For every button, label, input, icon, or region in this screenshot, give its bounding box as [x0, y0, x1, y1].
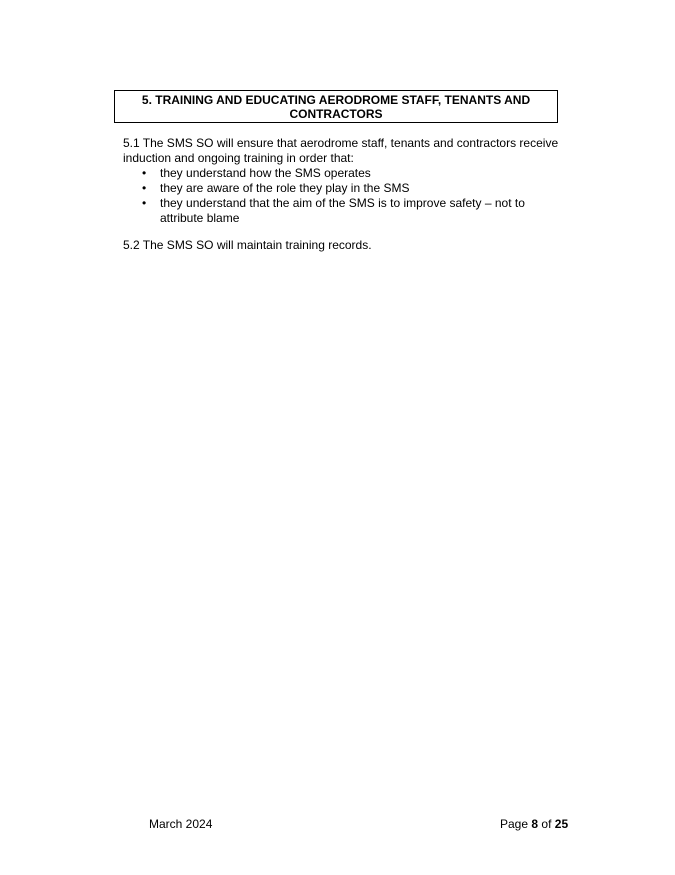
bullet-text: they understand how the SMS operates: [160, 166, 371, 180]
page-of: of: [541, 817, 552, 831]
bullet-icon: •: [142, 181, 147, 195]
bullet-icon: •: [142, 196, 147, 210]
paragraph-5-1-intro: 5.1 The SMS SO will ensure that aerodrome staff, tenants and contractors receive induction and ongoing training in order that:: [123, 136, 559, 165]
bullet-icon: •: [142, 166, 147, 180]
footer-date: March 2024: [149, 817, 213, 831]
section-heading: 5. TRAINING AND EDUCATING AERODROME STAFF, TENANTS AND CONTRACTORS: [114, 90, 558, 123]
footer-page-number: [500, 817, 568, 832]
list-item: [123, 196, 563, 226]
page-prefix: Page: [500, 817, 529, 831]
bullet-text: they are aware of the role they play in the SMS: [160, 181, 410, 195]
bullet-list: [123, 166, 563, 226]
paragraph-5-2: 5.2 The SMS SO will maintain training records.: [123, 238, 372, 252]
page-total: 25: [554, 817, 569, 831]
paragraph-5-1: [123, 136, 563, 226]
bullet-text: they understand that the aim of the SMS is to improve safety – not to attribute blame: [160, 196, 525, 225]
page-current: 8: [531, 817, 539, 831]
list-item: [123, 181, 563, 196]
list-item: [123, 166, 563, 181]
